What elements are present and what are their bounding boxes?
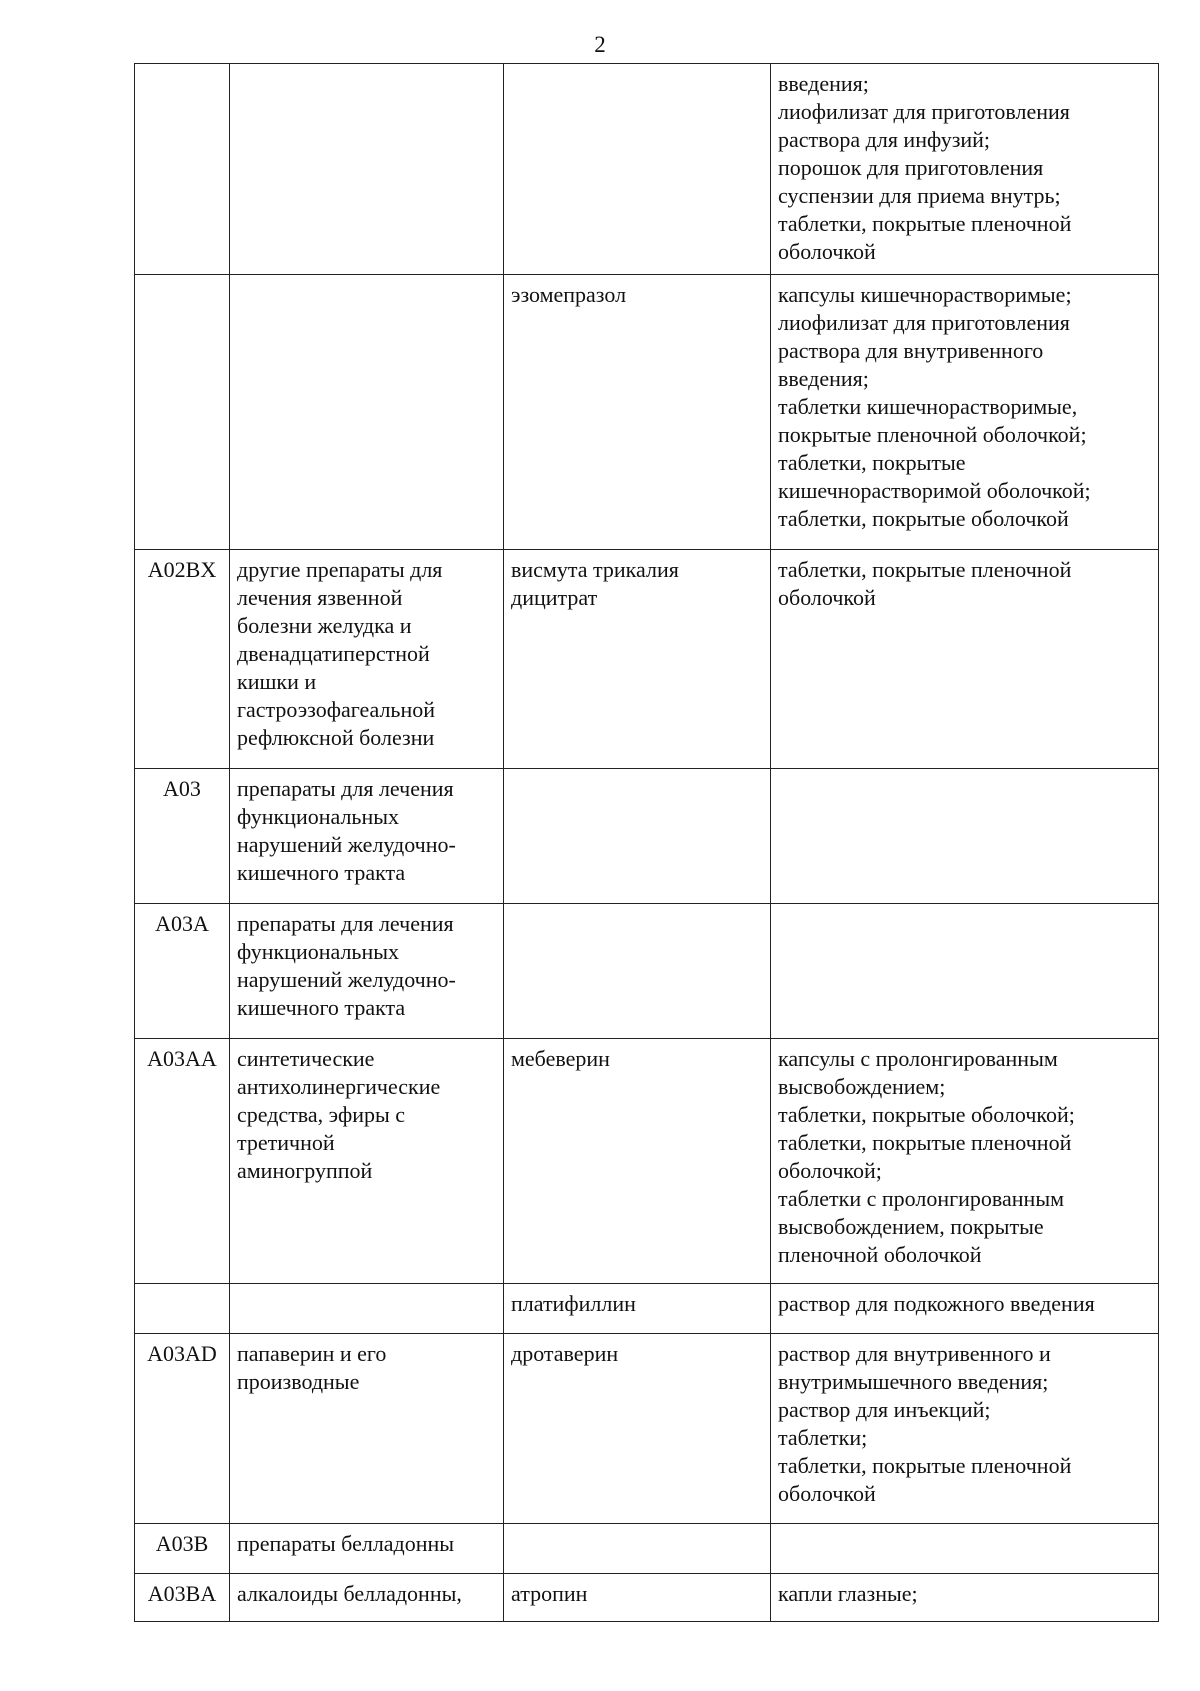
substance-cell — [504, 64, 771, 275]
group-cell: препараты для лечения функциональных нарушений желудочно- кишечного тракта — [230, 769, 504, 904]
dosage-forms-cell — [771, 769, 1159, 904]
page-number: 2 — [594, 32, 606, 57]
group-cell: алкалоиды белладонны, — [230, 1574, 504, 1622]
group-cell: папаверин и его производные — [230, 1334, 504, 1524]
table-row — [135, 1039, 1159, 1284]
dosage-forms-cell: капсулы кишечнорастворимые; лиофилизат для приготовления раствора для внутривенного введения; таблетки кишечнорастворимые, покрытые пленочной оболочкой; таблетки, покрытые кишечнорастворимой оболочкой; таблетки, покрытые оболочкой — [771, 275, 1159, 550]
dosage-forms-cell: капсулы с пролонгированным высвобождением; таблетки, покрытые оболочкой; таблетки, покрытые пленочной оболочкой; таблетки с пролонгированным высвобождением, покрытые пленочной оболочкой — [771, 1039, 1159, 1284]
table-row — [135, 64, 1159, 275]
dosage-forms-cell: раствор для подкожного введения — [771, 1284, 1159, 1334]
dosage-forms-cell — [771, 904, 1159, 1039]
dosage-forms-cell: раствор для внутривенного и внутримышечного введения; раствор для инъекций; таблетки; таблетки, покрытые пленочной оболочкой — [771, 1334, 1159, 1524]
substance-cell — [504, 904, 771, 1039]
atc-code-cell: A02BX — [135, 550, 230, 769]
group-cell: препараты для лечения функциональных нарушений желудочно- кишечного тракта — [230, 904, 504, 1039]
table-row — [135, 904, 1159, 1039]
drug-table — [134, 63, 1159, 1622]
group-cell — [230, 1284, 504, 1334]
atc-code-cell: A03BA — [135, 1574, 230, 1622]
atc-code-cell: A03B — [135, 1524, 230, 1574]
substance-cell — [504, 1524, 771, 1574]
table-row — [135, 1574, 1159, 1622]
substance-cell: эзомепразол — [504, 275, 771, 550]
group-cell — [230, 275, 504, 550]
atc-code-cell: A03 — [135, 769, 230, 904]
atc-code-cell — [135, 1284, 230, 1334]
substance-cell: мебеверин — [504, 1039, 771, 1284]
substance-cell: платифиллин — [504, 1284, 771, 1334]
dosage-forms-cell: капли глазные; — [771, 1574, 1159, 1622]
table-row — [135, 1524, 1159, 1574]
substance-cell: атропин — [504, 1574, 771, 1622]
dosage-forms-cell: введения; лиофилизат для приготовления раствора для инфузий; порошок для приготовления суспензии для приема внутрь; таблетки, покрытые пленочной оболочкой — [771, 64, 1159, 275]
table-row — [135, 550, 1159, 769]
group-cell: препараты белладонны — [230, 1524, 504, 1574]
group-cell — [230, 64, 504, 275]
table-row — [135, 275, 1159, 550]
table-row — [135, 769, 1159, 904]
group-cell: синтетические антихолинергические средства, эфиры с третичной аминогруппой — [230, 1039, 504, 1284]
atc-code-cell — [135, 275, 230, 550]
substance-cell: висмута трикалия дицитрат — [504, 550, 771, 769]
substance-cell — [504, 769, 771, 904]
table-row — [135, 1284, 1159, 1334]
atc-code-cell: A03A — [135, 904, 230, 1039]
group-cell: другие препараты для лечения язвенной болезни желудка и двенадцатиперстной кишки и гастроэзофагеальной рефлюксной болезни — [230, 550, 504, 769]
atc-code-cell — [135, 64, 230, 275]
atc-code-cell: A03AA — [135, 1039, 230, 1284]
atc-code-cell: A03AD — [135, 1334, 230, 1524]
table-row — [135, 1334, 1159, 1524]
dosage-forms-cell: таблетки, покрытые пленочной оболочкой — [771, 550, 1159, 769]
substance-cell: дротаверин — [504, 1334, 771, 1524]
dosage-forms-cell — [771, 1524, 1159, 1574]
